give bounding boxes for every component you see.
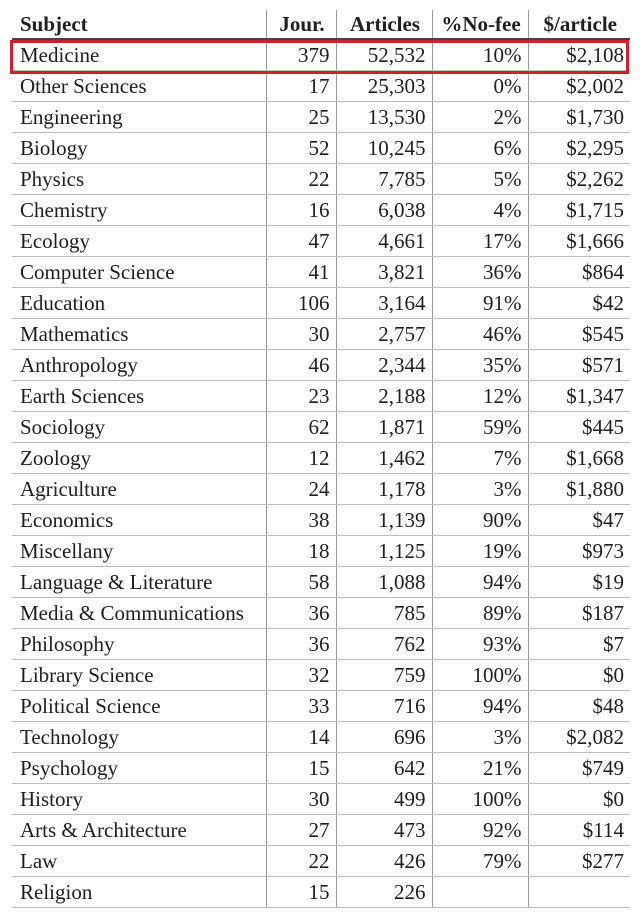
cell-journals: 46	[266, 350, 336, 381]
cell-subject: Miscellany	[12, 536, 266, 567]
cell-articles: 13,530	[336, 102, 432, 133]
header-cost-per-article: $/article	[528, 10, 630, 39]
table-row	[12, 443, 630, 474]
cell-journals: 14	[266, 722, 336, 753]
cell-subject: Engineering	[12, 102, 266, 133]
cell-subject: Other Sciences	[12, 71, 266, 102]
table-row	[12, 381, 630, 412]
cell-subject: Mathematics	[12, 319, 266, 350]
cell-no-fee: 19%	[432, 536, 528, 567]
cell-no-fee: 35%	[432, 350, 528, 381]
table-header-row	[12, 10, 630, 39]
cell-cost-per-article: $277	[528, 846, 630, 877]
cell-subject: Religion	[12, 877, 266, 908]
cell-no-fee: 59%	[432, 412, 528, 443]
cell-cost-per-article: $42	[528, 288, 630, 319]
cell-journals: 38	[266, 505, 336, 536]
cell-articles: 759	[336, 660, 432, 691]
header-subject: Subject	[12, 10, 266, 39]
table-row	[12, 877, 630, 908]
table-row	[12, 350, 630, 381]
cell-no-fee: 89%	[432, 598, 528, 629]
cell-cost-per-article: $1,715	[528, 195, 630, 226]
cell-cost-per-article: $973	[528, 536, 630, 567]
cell-journals: 30	[266, 784, 336, 815]
cell-cost-per-article: $2,108	[528, 39, 630, 71]
cell-subject: Medicine	[12, 39, 266, 71]
cell-articles: 4,661	[336, 226, 432, 257]
table-row	[12, 195, 630, 226]
cell-subject: Sociology	[12, 412, 266, 443]
cell-subject: Zoology	[12, 443, 266, 474]
cell-articles: 1,871	[336, 412, 432, 443]
cell-no-fee: 6%	[432, 133, 528, 164]
cell-no-fee: 12%	[432, 381, 528, 412]
cell-no-fee: 100%	[432, 660, 528, 691]
table-row	[12, 102, 630, 133]
cell-journals: 25	[266, 102, 336, 133]
table-row	[12, 474, 630, 505]
cell-articles: 1,139	[336, 505, 432, 536]
cell-journals: 12	[266, 443, 336, 474]
table-row	[12, 536, 630, 567]
cell-articles: 2,757	[336, 319, 432, 350]
cell-journals: 16	[266, 195, 336, 226]
cell-subject: Anthropology	[12, 350, 266, 381]
table-row	[12, 71, 630, 102]
cell-articles: 2,188	[336, 381, 432, 412]
cell-cost-per-article: $2,002	[528, 71, 630, 102]
cell-subject: History	[12, 784, 266, 815]
cell-subject: Computer Science	[12, 257, 266, 288]
cell-journals: 62	[266, 412, 336, 443]
cell-articles: 1,125	[336, 536, 432, 567]
cell-journals: 47	[266, 226, 336, 257]
table-row	[12, 164, 630, 195]
cell-no-fee: 100%	[432, 784, 528, 815]
cell-subject: Technology	[12, 722, 266, 753]
cell-cost-per-article: $1,668	[528, 443, 630, 474]
cell-articles: 7,785	[336, 164, 432, 195]
cell-no-fee: 36%	[432, 257, 528, 288]
cell-subject: Earth Sciences	[12, 381, 266, 412]
cell-articles: 426	[336, 846, 432, 877]
cell-subject: Arts & Architecture	[12, 815, 266, 846]
table-row	[12, 753, 630, 784]
cell-cost-per-article: $571	[528, 350, 630, 381]
cell-no-fee: 4%	[432, 195, 528, 226]
cell-no-fee: 92%	[432, 815, 528, 846]
cell-journals: 27	[266, 815, 336, 846]
cell-articles: 226	[336, 877, 432, 908]
cell-articles: 10,245	[336, 133, 432, 164]
cell-subject: Law	[12, 846, 266, 877]
cell-no-fee	[432, 877, 528, 908]
cell-cost-per-article	[528, 877, 630, 908]
cell-articles: 473	[336, 815, 432, 846]
cell-no-fee: 2%	[432, 102, 528, 133]
cell-journals: 23	[266, 381, 336, 412]
cell-subject: Education	[12, 288, 266, 319]
cell-articles: 25,303	[336, 71, 432, 102]
cell-articles: 642	[336, 753, 432, 784]
cell-no-fee: 7%	[432, 443, 528, 474]
cell-journals: 36	[266, 629, 336, 660]
cell-cost-per-article: $1,347	[528, 381, 630, 412]
cell-subject: Ecology	[12, 226, 266, 257]
cell-subject: Agriculture	[12, 474, 266, 505]
subject-table-container	[12, 10, 630, 908]
cell-no-fee: 10%	[432, 39, 528, 71]
cell-journals: 18	[266, 536, 336, 567]
cell-cost-per-article: $0	[528, 784, 630, 815]
cell-no-fee: 90%	[432, 505, 528, 536]
cell-cost-per-article: $545	[528, 319, 630, 350]
table-row	[12, 226, 630, 257]
cell-articles: 1,462	[336, 443, 432, 474]
cell-cost-per-article: $47	[528, 505, 630, 536]
cell-subject: Political Science	[12, 691, 266, 722]
table-row	[12, 629, 630, 660]
cell-no-fee: 3%	[432, 474, 528, 505]
cell-no-fee: 5%	[432, 164, 528, 195]
cell-articles: 3,821	[336, 257, 432, 288]
table-row	[12, 660, 630, 691]
cell-journals: 15	[266, 877, 336, 908]
cell-cost-per-article: $1,666	[528, 226, 630, 257]
cell-cost-per-article: $0	[528, 660, 630, 691]
table-row	[12, 319, 630, 350]
cell-articles: 716	[336, 691, 432, 722]
cell-cost-per-article: $7	[528, 629, 630, 660]
cell-cost-per-article: $864	[528, 257, 630, 288]
cell-journals: 58	[266, 567, 336, 598]
cell-journals: 379	[266, 39, 336, 71]
table-row	[12, 505, 630, 536]
table-row	[12, 815, 630, 846]
cell-subject: Chemistry	[12, 195, 266, 226]
cell-no-fee: 0%	[432, 71, 528, 102]
cell-journals: 33	[266, 691, 336, 722]
cell-cost-per-article: $187	[528, 598, 630, 629]
table-row	[12, 598, 630, 629]
cell-journals: 17	[266, 71, 336, 102]
table-body	[12, 39, 630, 908]
cell-cost-per-article: $19	[528, 567, 630, 598]
cell-subject: Economics	[12, 505, 266, 536]
cell-cost-per-article: $749	[528, 753, 630, 784]
cell-articles: 2,344	[336, 350, 432, 381]
cell-no-fee: 91%	[432, 288, 528, 319]
cell-articles: 696	[336, 722, 432, 753]
subject-table	[12, 10, 630, 908]
cell-no-fee: 21%	[432, 753, 528, 784]
cell-articles: 1,178	[336, 474, 432, 505]
table-row	[12, 39, 630, 71]
cell-journals: 52	[266, 133, 336, 164]
cell-cost-per-article: $2,295	[528, 133, 630, 164]
cell-articles: 3,164	[336, 288, 432, 319]
cell-journals: 24	[266, 474, 336, 505]
table-row	[12, 722, 630, 753]
cell-cost-per-article: $2,082	[528, 722, 630, 753]
table-row	[12, 412, 630, 443]
table-row	[12, 691, 630, 722]
cell-subject: Psychology	[12, 753, 266, 784]
cell-no-fee: 94%	[432, 691, 528, 722]
cell-no-fee: 94%	[432, 567, 528, 598]
cell-journals: 15	[266, 753, 336, 784]
cell-journals: 22	[266, 846, 336, 877]
cell-subject: Language & Literature	[12, 567, 266, 598]
cell-journals: 22	[266, 164, 336, 195]
cell-articles: 6,038	[336, 195, 432, 226]
header-no-fee: %No-fee	[432, 10, 528, 39]
cell-journals: 106	[266, 288, 336, 319]
cell-cost-per-article: $114	[528, 815, 630, 846]
cell-subject: Library Science	[12, 660, 266, 691]
cell-articles: 762	[336, 629, 432, 660]
header-journals: Jour.	[266, 10, 336, 39]
cell-journals: 36	[266, 598, 336, 629]
cell-journals: 30	[266, 319, 336, 350]
cell-journals: 32	[266, 660, 336, 691]
cell-no-fee: 3%	[432, 722, 528, 753]
cell-articles: 785	[336, 598, 432, 629]
cell-cost-per-article: $1,730	[528, 102, 630, 133]
cell-articles: 1,088	[336, 567, 432, 598]
cell-no-fee: 17%	[432, 226, 528, 257]
cell-articles: 52,532	[336, 39, 432, 71]
cell-subject: Media & Communications	[12, 598, 266, 629]
cell-no-fee: 93%	[432, 629, 528, 660]
cell-cost-per-article: $2,262	[528, 164, 630, 195]
cell-cost-per-article: $48	[528, 691, 630, 722]
table-row	[12, 784, 630, 815]
table-row	[12, 567, 630, 598]
cell-articles: 499	[336, 784, 432, 815]
cell-journals: 41	[266, 257, 336, 288]
table-row	[12, 257, 630, 288]
table-row	[12, 846, 630, 877]
cell-subject: Physics	[12, 164, 266, 195]
cell-no-fee: 79%	[432, 846, 528, 877]
cell-cost-per-article: $445	[528, 412, 630, 443]
cell-cost-per-article: $1,880	[528, 474, 630, 505]
table-row	[12, 133, 630, 164]
cell-subject: Biology	[12, 133, 266, 164]
cell-no-fee: 46%	[432, 319, 528, 350]
header-articles: Articles	[336, 10, 432, 39]
cell-subject: Philosophy	[12, 629, 266, 660]
table-row	[12, 288, 630, 319]
